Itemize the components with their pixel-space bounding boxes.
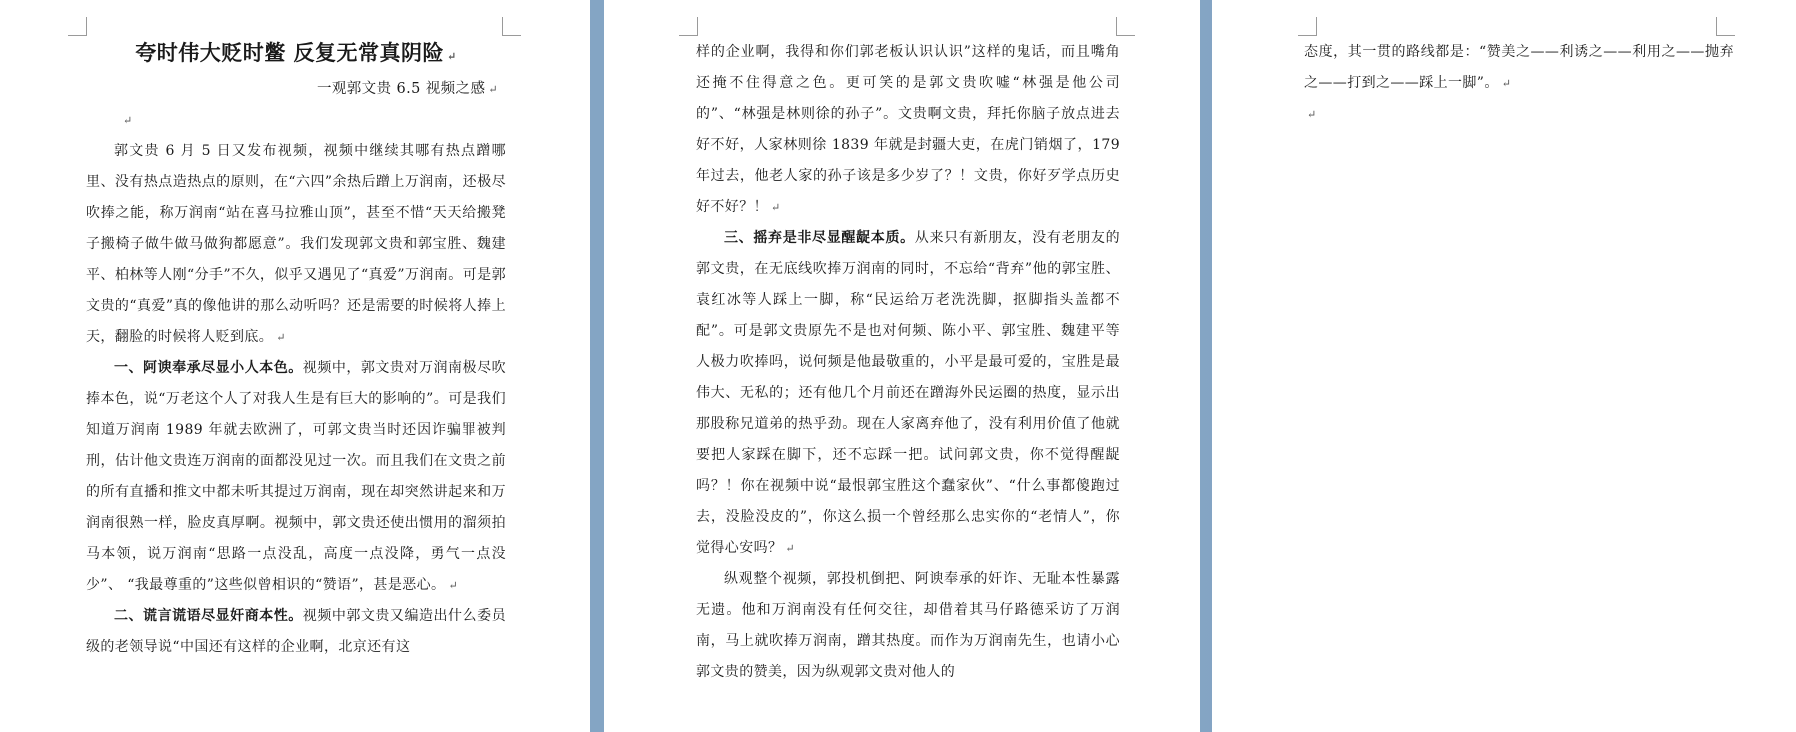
paragraph-mark-icon: ↵ [771,201,781,214]
document-page-1 [0,0,590,732]
crop-mark-icon [1298,17,1317,36]
empty-paragraph [86,105,506,136]
document-title: 夸时伟大贬时鳖 反复无常真阴险 ↵ [135,40,457,65]
paragraph-mark-icon: ↵ [488,83,498,96]
section-paragraph: 一、阿谀奉承尽显小人本色。视频中，郭文贵对万润南极尽吹捧本色，说“万老这个人了对我人生是有巨大的影响的”。可是我们知道万润南 1989 年就去欧洲了，可郭文贵当时还因诈骗罪被判刑，估计他文贵连万润南的面都没见过一次。而且我们在文贵之前的所有直播和推文中都未听其提过万润南，现在却突然讲起来和万润南很熟一样，脸皮真厚啊。视频中，郭文贵还使出惯用的溜须拍马本领，说万润南“思路一点没乱，高度一点没降，勇气一点没少”、 “我最尊重的”这些似曾相识的“赞语”，甚是恶心。 ↵ [86,360,506,593]
body-paragraph: 郭文贵 6 月 5 日又发布视频，视频中继续其哪有热点蹭哪里、没有热点造热点的原则，在“六四”余热后蹭上万润南，还极尽吹捧之能，称万润南“站在喜马拉雅山顶”，甚至不惜“天天给搬凳子搬椅子做牛做马做狗都愿意”。我们发现郭文贵和郭宝胜、魏建平、柏林等人刚“分手”不久，似乎又遇见了“真爱”万润南。可是郭文贵的“真爱”真的像他讲的那么动听吗？还是需要的时候将人捧上天，翻脸的时候将人贬到底。 ↵ [86,143,506,345]
paragraph-mark-icon: ↵ [123,114,133,127]
body-paragraph: 态度，其一贯的路线都是：“赞美之——利诱之——利用之——抛弃之——打到之——踩上一脚”。 ↵ [1304,44,1734,91]
paragraph-mark-icon: ↵ [785,542,796,555]
crop-mark-icon [679,17,698,36]
crop-mark-icon [1716,17,1735,36]
document-page-2 [604,0,1200,732]
crop-mark-icon [68,17,87,36]
section-heading: 二、谎言谎语尽显奸商本性。 [114,608,303,624]
empty-paragraph [1304,99,1734,130]
section-paragraph: 三、摇弃是非尽显醒龊本质。从来只有新朋友，没有老朋友的郭文贵，在无底线吹捧万润南的同时，不忘给“背弃”他的郭宝胜、袁红冰等人踩上一脚，称“民运给万老洗洗脚，抠脚指头盖都不配”。可是郭文贵原先不是也对何频、陈小平、郭宝胜、魏建平等人极力吹捧吗，说何频是他最敬重的，小平是最可爱的，宝胜是最伟大、无私的；还有他几个月前还在蹭海外民运圈的热度，显示出那股称兄道弟的热乎劲。现在人家离弃他了，没有利用价值了他就要把人家踩在脚下，还不忘踩一把。试问郭文贵，你不觉得醒龊吗？！你在视频中说“最恨郭宝胜这个蠢家伙”、“什么事都傻跑过去，没脸没皮的”，你这么损一个曾经那么忠实你的“老情人”，你觉得心安吗？ ↵ [696,230,1120,556]
section-heading: 三、摇弃是非尽显醒龊本质。 [724,230,915,246]
document-subtitle: 一观郭文贵 6.5 视频之感 ↵ [316,81,498,97]
page-2-content[interactable] [696,37,1120,688]
paragraph-mark-icon: ↵ [448,579,459,592]
paragraph-mark-icon: ↵ [1307,108,1317,121]
paragraph-mark-icon: ↵ [447,50,457,63]
body-paragraph: 纵观整个视频，郭投机倒把、阿谀奉承的奸诈、无耻本性暴露无遗。他和万润南没有任何交往，却借着其马仔路德采访了万润南，马上就吹捧万润南，蹭其热度。而作为万润南先生，也请小心郭文贵的赞美，因为纵观郭文贵对他人的 [696,571,1120,680]
body-paragraph: 样的企业啊，我得和你们郭老板认识认识”这样的鬼话，而且嘴角还掩不住得意之色。更可笑的是郭文贵吹嘘“林强是他公司的”、“林强是林则徐的孙子”。文贵啊文贵，拜托你脑子放点进去好不好，人家林则徐 1839 年就是封疆大吏，在虎门销烟了，179 年过去，他老人家的孙子该是多少岁了？！文贵，你好歹学点历史好不好？！ ↵ [696,44,1120,215]
crop-mark-icon [1116,17,1135,36]
paragraph-mark-icon: ↵ [276,331,286,344]
crop-mark-icon [502,17,521,36]
section-paragraph: 二、谎言谎语尽显奸商本性。视频中郭文贵又编造出什么委员级的老领导说“中国还有这样的企业啊，北京还有这 [86,608,506,655]
page-1-content[interactable] [86,36,506,663]
document-page-3 [1212,0,1796,732]
paragraph-mark-icon: ↵ [1501,77,1512,90]
section-heading: 一、阿谀奉承尽显小人本色。 [114,360,303,376]
page-3-content[interactable] [1304,37,1734,130]
